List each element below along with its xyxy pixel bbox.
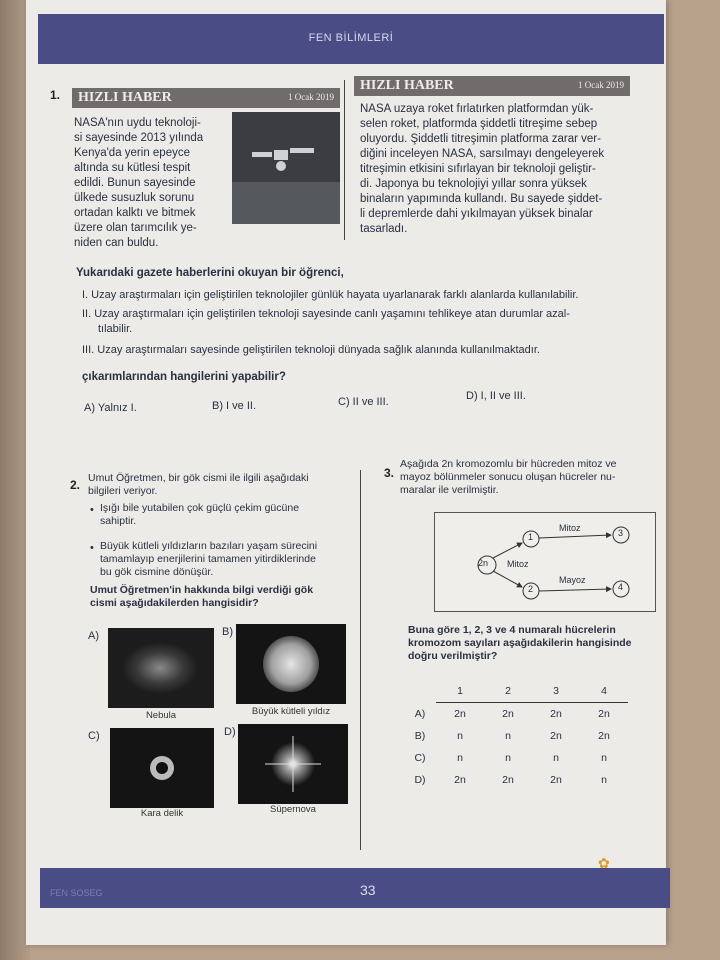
row-label[interactable]: D) xyxy=(414,774,426,786)
cell-division-diagram xyxy=(434,512,656,612)
cell-2-label: 2 xyxy=(528,584,534,594)
question-3-question xyxy=(408,624,668,663)
mayoz-label: Mayoz xyxy=(559,575,586,585)
news-right-line: li depremlerde dahi yıkılmayan yüksek binalar xyxy=(360,208,593,220)
black-hole-caption: Kara delik xyxy=(140,808,184,819)
footer-bar xyxy=(40,868,670,908)
table-row[interactable] xyxy=(404,747,628,769)
question-2-number: 2. xyxy=(70,478,81,492)
q3-question-line: Buna göre 1, 2, 3 ve 4 numaralı hücrelerin xyxy=(408,624,616,636)
q2-bullet-2-line: tamamlayıp enerjilerini tamamen yitirdiklerinde xyxy=(100,553,316,565)
news-left-line: Kenya'da yerin epeyce xyxy=(74,147,190,159)
q2-bullet-2 xyxy=(100,540,360,579)
cell-1-label: 1 xyxy=(528,532,534,542)
table-cell: 2n xyxy=(502,774,514,786)
page-number: 33 xyxy=(360,882,376,898)
table-header: 4 xyxy=(580,680,628,703)
satellite-photo xyxy=(232,112,340,224)
news-right-line: oluyordu. Şiddetli titreşimin platforma zarar ver- xyxy=(360,133,601,145)
question-1-stem: Yukarıdaki gazete haberlerini okuyan bir öğrenci, xyxy=(76,267,344,279)
q1-option-d[interactable]: D) I, II ve III. xyxy=(466,390,526,402)
news-left-line: edildi. Bunun sayesinde xyxy=(74,177,196,189)
q2-intro-line: Umut Öğretmen, bir gök cismi ile ilgili aşağıdaki xyxy=(88,472,309,484)
q1-option-b[interactable]: B) I ve II. xyxy=(212,400,257,412)
news-right-date: 1 Ocak 2019 xyxy=(578,80,624,90)
q2-bullet-1-line: Işığı bile yutabilen çok güçlü çekim gücüne xyxy=(100,502,300,514)
row-label[interactable]: A) xyxy=(414,707,426,720)
news-right-header xyxy=(354,76,630,96)
publisher-logo-icon: ✿ xyxy=(598,855,610,871)
book-page xyxy=(26,0,666,945)
table-header: 3 xyxy=(532,680,580,703)
question-3-intro xyxy=(400,458,660,497)
news-right-line: binaların yapımında kullandı. Bu sayede şiddet- xyxy=(360,193,603,205)
q3-question-line: kromozom sayıları aşağıdakilerin hangisinde xyxy=(408,637,632,649)
news-left-header xyxy=(72,88,340,108)
q2-intro-line: bilgileri veriyor. xyxy=(88,485,158,497)
q2-question-line: Umut Öğretmen'in hakkında bilgi verdiği gök xyxy=(90,584,314,596)
news-left-title: HIZLI HABER xyxy=(78,90,172,105)
news-right-line: NASA uzaya roket fırlatırken platformdan yük- xyxy=(360,103,594,115)
news-left-line: NASA'nın uydu teknoloji- xyxy=(74,117,201,129)
cell-3-label: 3 xyxy=(618,528,624,538)
q3-intro-line: maralar ile verilmiştir. xyxy=(400,484,499,496)
row-label[interactable]: B) xyxy=(414,730,426,742)
table-header-row xyxy=(404,680,628,703)
statement-2: II. Uzay araştırmaları için geliştirilen teknoloji sayesinde canlı yaşamını tehlikeye atan durumlar azal- xyxy=(82,308,570,320)
q2-option-c-letter[interactable]: C) xyxy=(88,730,100,742)
q2-question-line: cismi aşağıdakilerden hangisidir? xyxy=(90,597,259,609)
question-1-items xyxy=(82,288,662,358)
news-left-date: 1 Ocak 2019 xyxy=(288,92,334,102)
question-1-question: çıkarımlarından hangilerini yapabilir? xyxy=(82,371,286,383)
table-cell: 2n xyxy=(598,708,610,720)
cell-2n-label: 2n xyxy=(478,558,489,568)
statement-3: III. Uzay araştırmaları sayesinde geliştirilen teknoloji dünyada sağlık alanında kullanılmaktadır. xyxy=(82,344,540,356)
question-1-number: 1. xyxy=(50,88,61,102)
news-right-line: di. Japonya bu teknolojiyi yıllar sonra yüksek xyxy=(360,178,587,190)
table-header: 1 xyxy=(436,680,484,703)
q2-option-a-letter[interactable]: A) xyxy=(88,630,99,642)
table-cell: 2n xyxy=(454,774,466,786)
table-cell: n xyxy=(601,752,607,764)
table-cell: 2n xyxy=(598,730,610,742)
statement-2-cont: tılabilir. xyxy=(98,323,133,335)
statement-1: I. Uzay araştırmaları için geliştirilen teknolojiler günlük hayata uyarlanarak farklı alanlarda kullanılabilir. xyxy=(82,289,579,301)
row-label[interactable]: C) xyxy=(414,752,426,764)
news-left-line: altında su kütlesi tespit xyxy=(74,162,191,174)
news-right-line: selen roket, platformda şiddetli titreşime sebep xyxy=(360,118,598,130)
news-left-line: ülkede susuzluk sorunu xyxy=(74,192,195,204)
q3-question-line: doğru verilmiştir? xyxy=(408,650,498,662)
news-right-line: diğini inceleyen NASA, sarsılmayı dengeleyerek xyxy=(360,148,605,160)
massive-star-caption: Büyük kütleli yıldız xyxy=(251,706,331,717)
table-header: 2 xyxy=(484,680,532,703)
q2-bullet-1-line: sahiptir. xyxy=(100,515,137,527)
news-divider xyxy=(344,80,345,240)
cell-4-label: 4 xyxy=(618,582,624,592)
bullet-dot: • xyxy=(90,504,94,516)
q2-bullet-2-line: Büyük kütleli yıldızların bazıları yaşam sürecini xyxy=(100,540,318,552)
table-cell: n xyxy=(457,730,463,742)
nebula-image[interactable] xyxy=(108,628,214,708)
table-cell: n xyxy=(457,752,463,764)
news-left-text xyxy=(74,116,234,251)
nebula-caption: Nebula xyxy=(145,710,177,721)
news-right-title: HIZLI HABER xyxy=(360,78,454,93)
news-right-line: titreşimin etkisini sıfırlayan bir teknoloji geliştir- xyxy=(360,163,596,175)
question-2-intro xyxy=(88,472,358,498)
q2-option-b-letter[interactable]: B) xyxy=(222,626,233,638)
subject-title: FEN BİLİMLERİ xyxy=(308,32,394,44)
news-left-line: ortadan kalktı ve bitmek xyxy=(74,207,196,219)
column-divider xyxy=(360,470,361,850)
massive-star-image[interactable] xyxy=(236,624,346,704)
news-left-line: üzere olan tarımcılık ye- xyxy=(74,222,197,234)
supernova-caption: Süpernova xyxy=(270,804,316,815)
mitoz-top-label: Mitoz xyxy=(559,523,581,533)
question-3-number: 3. xyxy=(384,466,395,480)
table-row[interactable] xyxy=(404,769,628,791)
q1-option-c[interactable]: C) II ve III. xyxy=(338,396,389,408)
table-row[interactable] xyxy=(404,725,628,747)
mitoz-left-label: Mitoz xyxy=(507,559,529,569)
q3-intro-line: mayoz bölünmeler sonucu oluşan hücreler nu- xyxy=(400,471,616,483)
table-cell: 2n xyxy=(502,708,514,720)
question-2-question xyxy=(90,584,360,610)
table-cell: 2n xyxy=(454,708,466,720)
table-cell: n xyxy=(505,752,511,764)
answer-table xyxy=(404,680,628,791)
q1-option-a[interactable]: A) Yalnız I. xyxy=(84,402,137,414)
q3-intro-line: Aşağıda 2n kromozomlu bir hücreden mitoz ve xyxy=(400,458,617,470)
table-cell: n xyxy=(505,730,511,742)
header-bar xyxy=(38,14,664,64)
table-cell: n xyxy=(601,774,607,786)
table-cell: 2n xyxy=(550,774,562,786)
news-left-line: niden can buldu. xyxy=(74,237,159,249)
black-hole-image[interactable] xyxy=(110,728,214,808)
news-right-text xyxy=(360,102,640,237)
bullet-dot: • xyxy=(90,542,94,554)
q2-bullet-2-line: bu gök cismine dönüşür. xyxy=(100,566,214,578)
table-row[interactable] xyxy=(404,703,628,726)
table-cell: 2n xyxy=(550,708,562,720)
table-cell: n xyxy=(553,752,559,764)
news-left-line: si sayesinde 2013 yılında xyxy=(74,132,204,144)
supernova-image[interactable] xyxy=(238,724,348,804)
q2-option-d-letter[interactable]: D) xyxy=(224,726,236,738)
q2-bullet-1 xyxy=(100,502,360,528)
table-cell: 2n xyxy=(550,730,562,742)
footer-series-label: FEN SOSEG xyxy=(50,888,103,898)
news-right-line: tasarladı. xyxy=(360,223,408,235)
